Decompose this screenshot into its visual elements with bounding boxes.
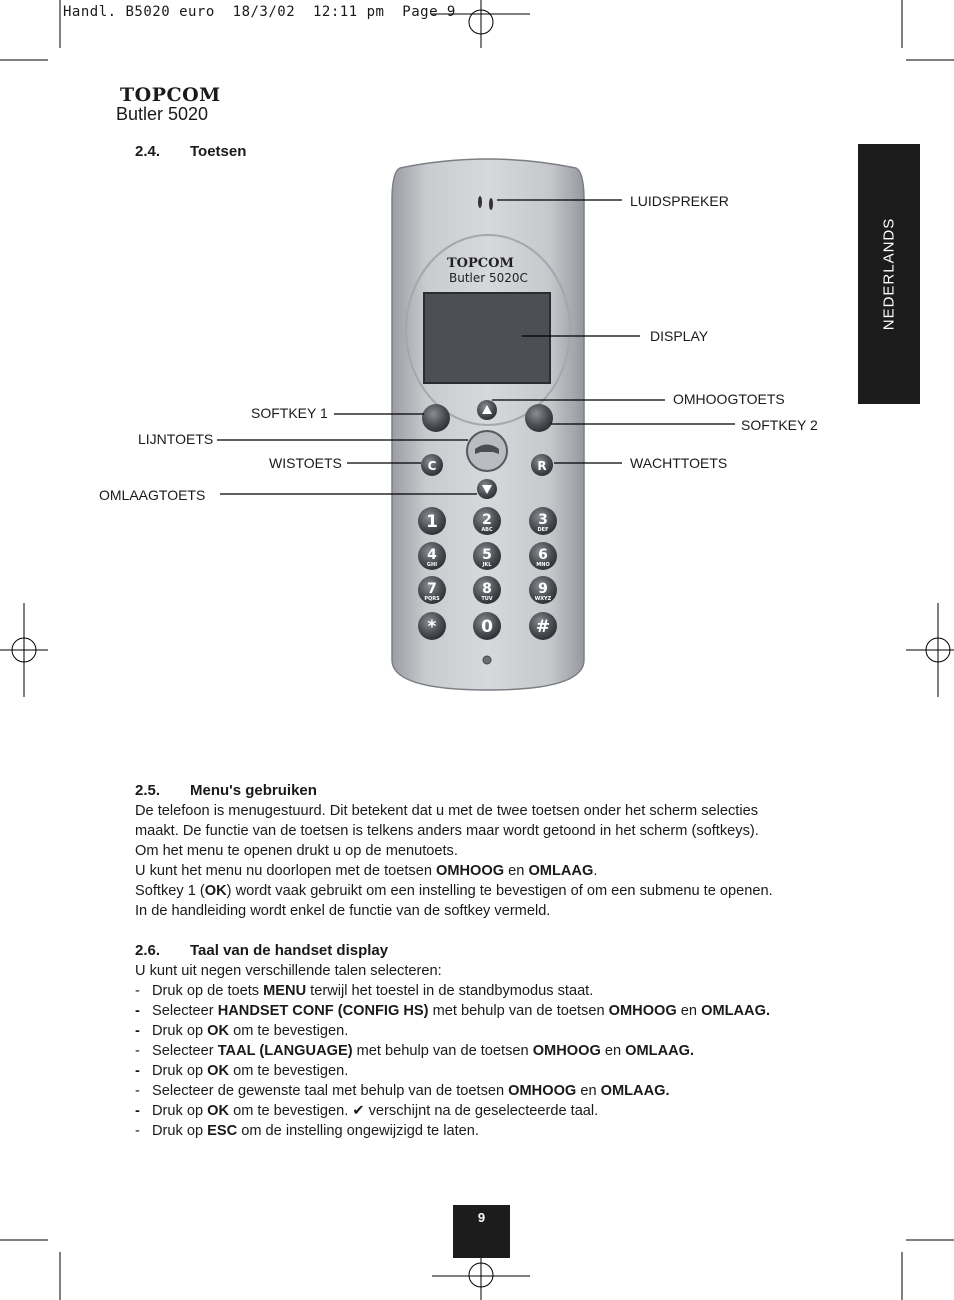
keypad-letters: ABC: [481, 527, 493, 533]
section-number: 2.5.: [135, 782, 161, 799]
keypad-letters: GHI: [426, 562, 438, 568]
model-name: Butler 5020: [116, 104, 209, 124]
keypad-digit: 5: [482, 547, 492, 563]
paragraph-line: U kunt het menu nu doorlopen met de toetsen OMHOOG en OMLAAG.: [135, 863, 598, 879]
keypad-letters: TUV: [481, 596, 493, 602]
step-item: - Selecteer TAAL (LANGUAGE) met behulp van de toetsen OMHOOG en OMLAAG.: [135, 1043, 695, 1059]
microphone: [483, 656, 491, 664]
step-item: - Druk op de toets MENU terwijl het toestel in de standbymodus staat.: [135, 983, 594, 999]
softkey-2-button: [525, 404, 553, 432]
paragraph-line: De telefoon is menugestuurd. Dit betekent dat u met de twee toetsen onder het scherm selecties: [135, 803, 759, 819]
label-display: DISPLAY: [650, 328, 709, 344]
keypad-digit: 2: [482, 512, 492, 528]
paragraph-line: Om het menu te openen drukt u op de menutoets.: [135, 843, 458, 859]
section-2-6-heading: [135, 942, 388, 959]
keypad-digit: 8: [482, 581, 492, 597]
clear-key-label: C: [427, 459, 437, 473]
label-luidspreker: LUIDSPREKER: [630, 193, 729, 209]
keypad-digit: #: [535, 617, 551, 637]
section-number: 2.4.: [135, 143, 161, 160]
step-item: - Druk op OK om te bevestigen.: [135, 1063, 349, 1079]
brand-logo: TOPCOM: [120, 84, 221, 106]
paragraph-line: Softkey 1 (OK) wordt vaak gebruikt om een instelling te bevestigen of om een submenu te openen.: [135, 883, 773, 899]
keypad-letters: DEF: [537, 527, 549, 533]
step-item: - Selecteer HANDSET CONF (CONFIG HS) met behulp van de toetsen OMHOOG en OMLAAG.: [135, 1003, 771, 1019]
section-title: Menu's gebruiken: [190, 782, 317, 799]
phone-display: [424, 293, 550, 383]
recall-key-label: R: [537, 459, 547, 473]
label-wachttoets: WACHTTOETS: [630, 455, 728, 471]
keypad-letters: PQRS: [424, 596, 440, 602]
step-item: - Druk op OK om te bevestigen.: [135, 1023, 349, 1039]
keypad-digit: 0: [481, 617, 493, 637]
keypad-digit: *: [427, 617, 437, 637]
keypad-digit: 7: [427, 581, 437, 597]
phone-model: Butler 5020C: [449, 271, 528, 285]
section-2-5-heading: [135, 782, 317, 799]
phone-brand: TOPCOM: [447, 256, 514, 271]
label-wistoets: WISTOETS: [269, 455, 342, 471]
step-item: - Druk op OK om te bevestigen. ✔ verschijnt na de geselecteerde taal.: [135, 1103, 599, 1119]
section-title: Taal van de handset display: [190, 942, 389, 959]
keypad-digit: 9: [538, 581, 548, 597]
page-number: 9: [477, 1210, 486, 1225]
section-2-5-body: [135, 801, 835, 921]
intro-line: U kunt uit negen verschillende talen selecteren:: [135, 963, 442, 979]
print-header: Handl. B5020 euro 18/3/02 12:11 pm Page 9: [63, 4, 456, 20]
paragraph-line: In de handleiding wordt enkel de functie van de softkey vermeld.: [135, 903, 551, 919]
language-tab-label: NEDERLANDS: [880, 217, 898, 331]
label-lijntoets: LIJNTOETS: [138, 431, 214, 447]
softkey-1-button: [422, 404, 450, 432]
keypad-digit: 3: [538, 512, 548, 528]
keypad-letters: JKL: [482, 562, 492, 568]
label-omhoogtoets: OMHOOGTOETS: [673, 391, 785, 407]
keypad-digit: 1: [426, 512, 438, 532]
keypad-letters: MNO: [536, 562, 550, 568]
label-softkey-2: SOFTKEY 2: [741, 417, 818, 433]
page-number-box: [453, 1205, 510, 1258]
keypad-letters: WXYZ: [534, 596, 552, 602]
step-item: - Selecteer de gewenste taal met behulp van de toetsen OMHOOG en OMLAAG.: [135, 1083, 670, 1099]
paragraph-line: maakt. De functie van de toetsen is telkens anders maar wordt getoond in het scherm (softkeys).: [135, 823, 759, 839]
label-omlaagtoets: OMLAAGTOETS: [99, 487, 206, 503]
step-item: - Druk op ESC om de instelling ongewijzigd te laten.: [135, 1123, 479, 1139]
label-softkey-1: SOFTKEY 1: [251, 405, 328, 421]
section-number: 2.6.: [135, 942, 161, 959]
keypad-digit: 6: [538, 547, 548, 563]
speaker-grille: [478, 196, 482, 208]
section-title: Toetsen: [190, 143, 247, 160]
keypad-digit: 4: [427, 547, 437, 563]
section-2-6-body: [135, 961, 835, 1141]
